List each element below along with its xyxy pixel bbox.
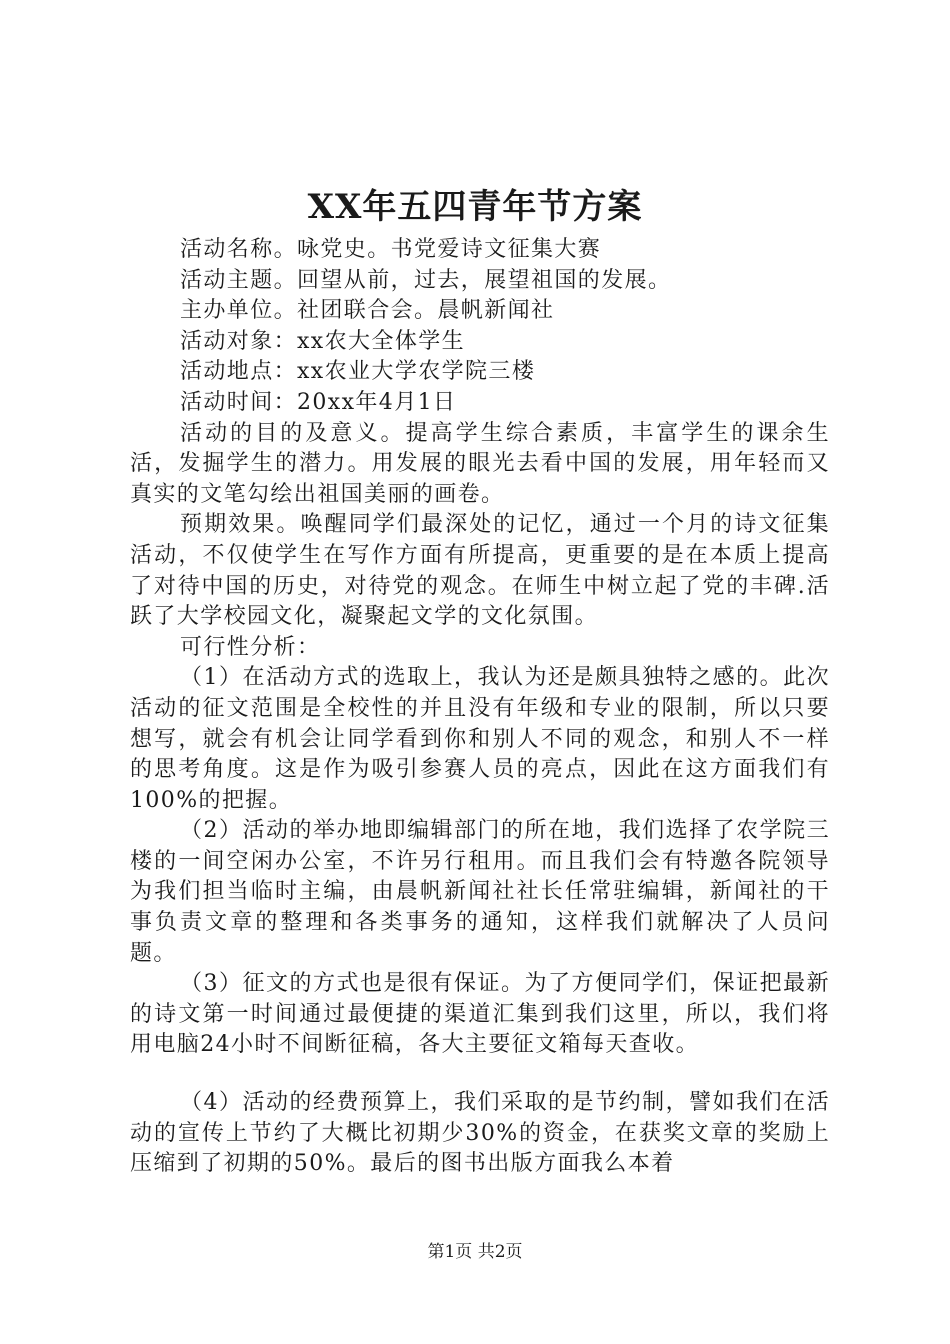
document-title: XX年五四青年节方案 bbox=[307, 187, 643, 227]
paragraph-feasibility-4: （4）活动的经费预算上，我们采取的是节约制，譬如我们在活动的宣传上节约了大概比初期少30%的资金，在获奖文章的奖励上压缩到了初期的50%。最后的图书出版方面我么本着 bbox=[130, 1090, 830, 1177]
paragraph-purpose: 活动的目的及意义。提高学生综合素质，丰富学生的课余生活，发掘学生的潜力。用发展的眼光去看中国的发展，用年轻而又真实的文笔勾绘出祖国美丽的画卷。 bbox=[130, 420, 830, 507]
paragraph-feasibility-3: （3）征文的方式也是很有保证。为了方便同学们，保证把最新的诗文第一时间通过最便捷的渠道汇集到我们这里，所以，我们将用电脑24小时不间断征稿，各大主要征文箱每天查收。 bbox=[130, 971, 830, 1058]
paragraph-activity-theme: 活动主题。回望从前，过去，展望祖国的发展。 bbox=[180, 267, 672, 293]
paragraph-expected-effect: 预期效果。唤醒同学们最深处的记忆，通过一个月的诗文征集活动，不仅使学生在写作方面有所提高，更重要的是在本质上提高了对待中国的历史，对待党的观念。在师生中树立起了党的丰碑.活跃了大学校园文化，凝聚起文学的文化氛围。 bbox=[130, 512, 830, 630]
page-footer: 第1页 共2页 bbox=[427, 1242, 523, 1262]
paragraph-time: 活动时间：20xx年4月1日 bbox=[180, 389, 457, 415]
paragraph-feasibility-1: （1）在活动方式的选取上，我认为还是颇具独特之感的。此次活动的征文范围是全校性的并且没有年级和专业的限制，所以只要想写，就会有机会让同学看到你和别人不同的观念，和别人不一样的思考角度。这是作为吸引参赛人员的亮点，因此在这方面我们有100%的把握。 bbox=[130, 665, 830, 813]
paragraph-feasibility-2: （2）活动的举办地即编辑部门的所在地，我们选择了农学院三楼的一间空闲办公室，不许另行租用。而且我们会有特邀各院领导为我们担当临时主编，由晨帆新闻社社长任常驻编辑，新闻社的干事负责文章的整理和各类事务的通知，这样我们就解决了人员问题。 bbox=[130, 818, 830, 966]
document-body bbox=[130, 235, 830, 1061]
paragraph-location: 活动地点：xx农业大学农学院三楼 bbox=[180, 359, 536, 385]
document-body-continued bbox=[130, 1088, 830, 1180]
paragraph-organizer: 主办单位。社团联合会。晨帆新闻社 bbox=[180, 298, 555, 324]
paragraph-feasibility-heading: 可行性分析： bbox=[180, 634, 321, 660]
paragraph-participants: 活动对象：xx农大全体学生 bbox=[180, 328, 466, 354]
paragraph-activity-name: 活动名称。咏党史。书党爱诗文征集大赛 bbox=[180, 237, 602, 262]
